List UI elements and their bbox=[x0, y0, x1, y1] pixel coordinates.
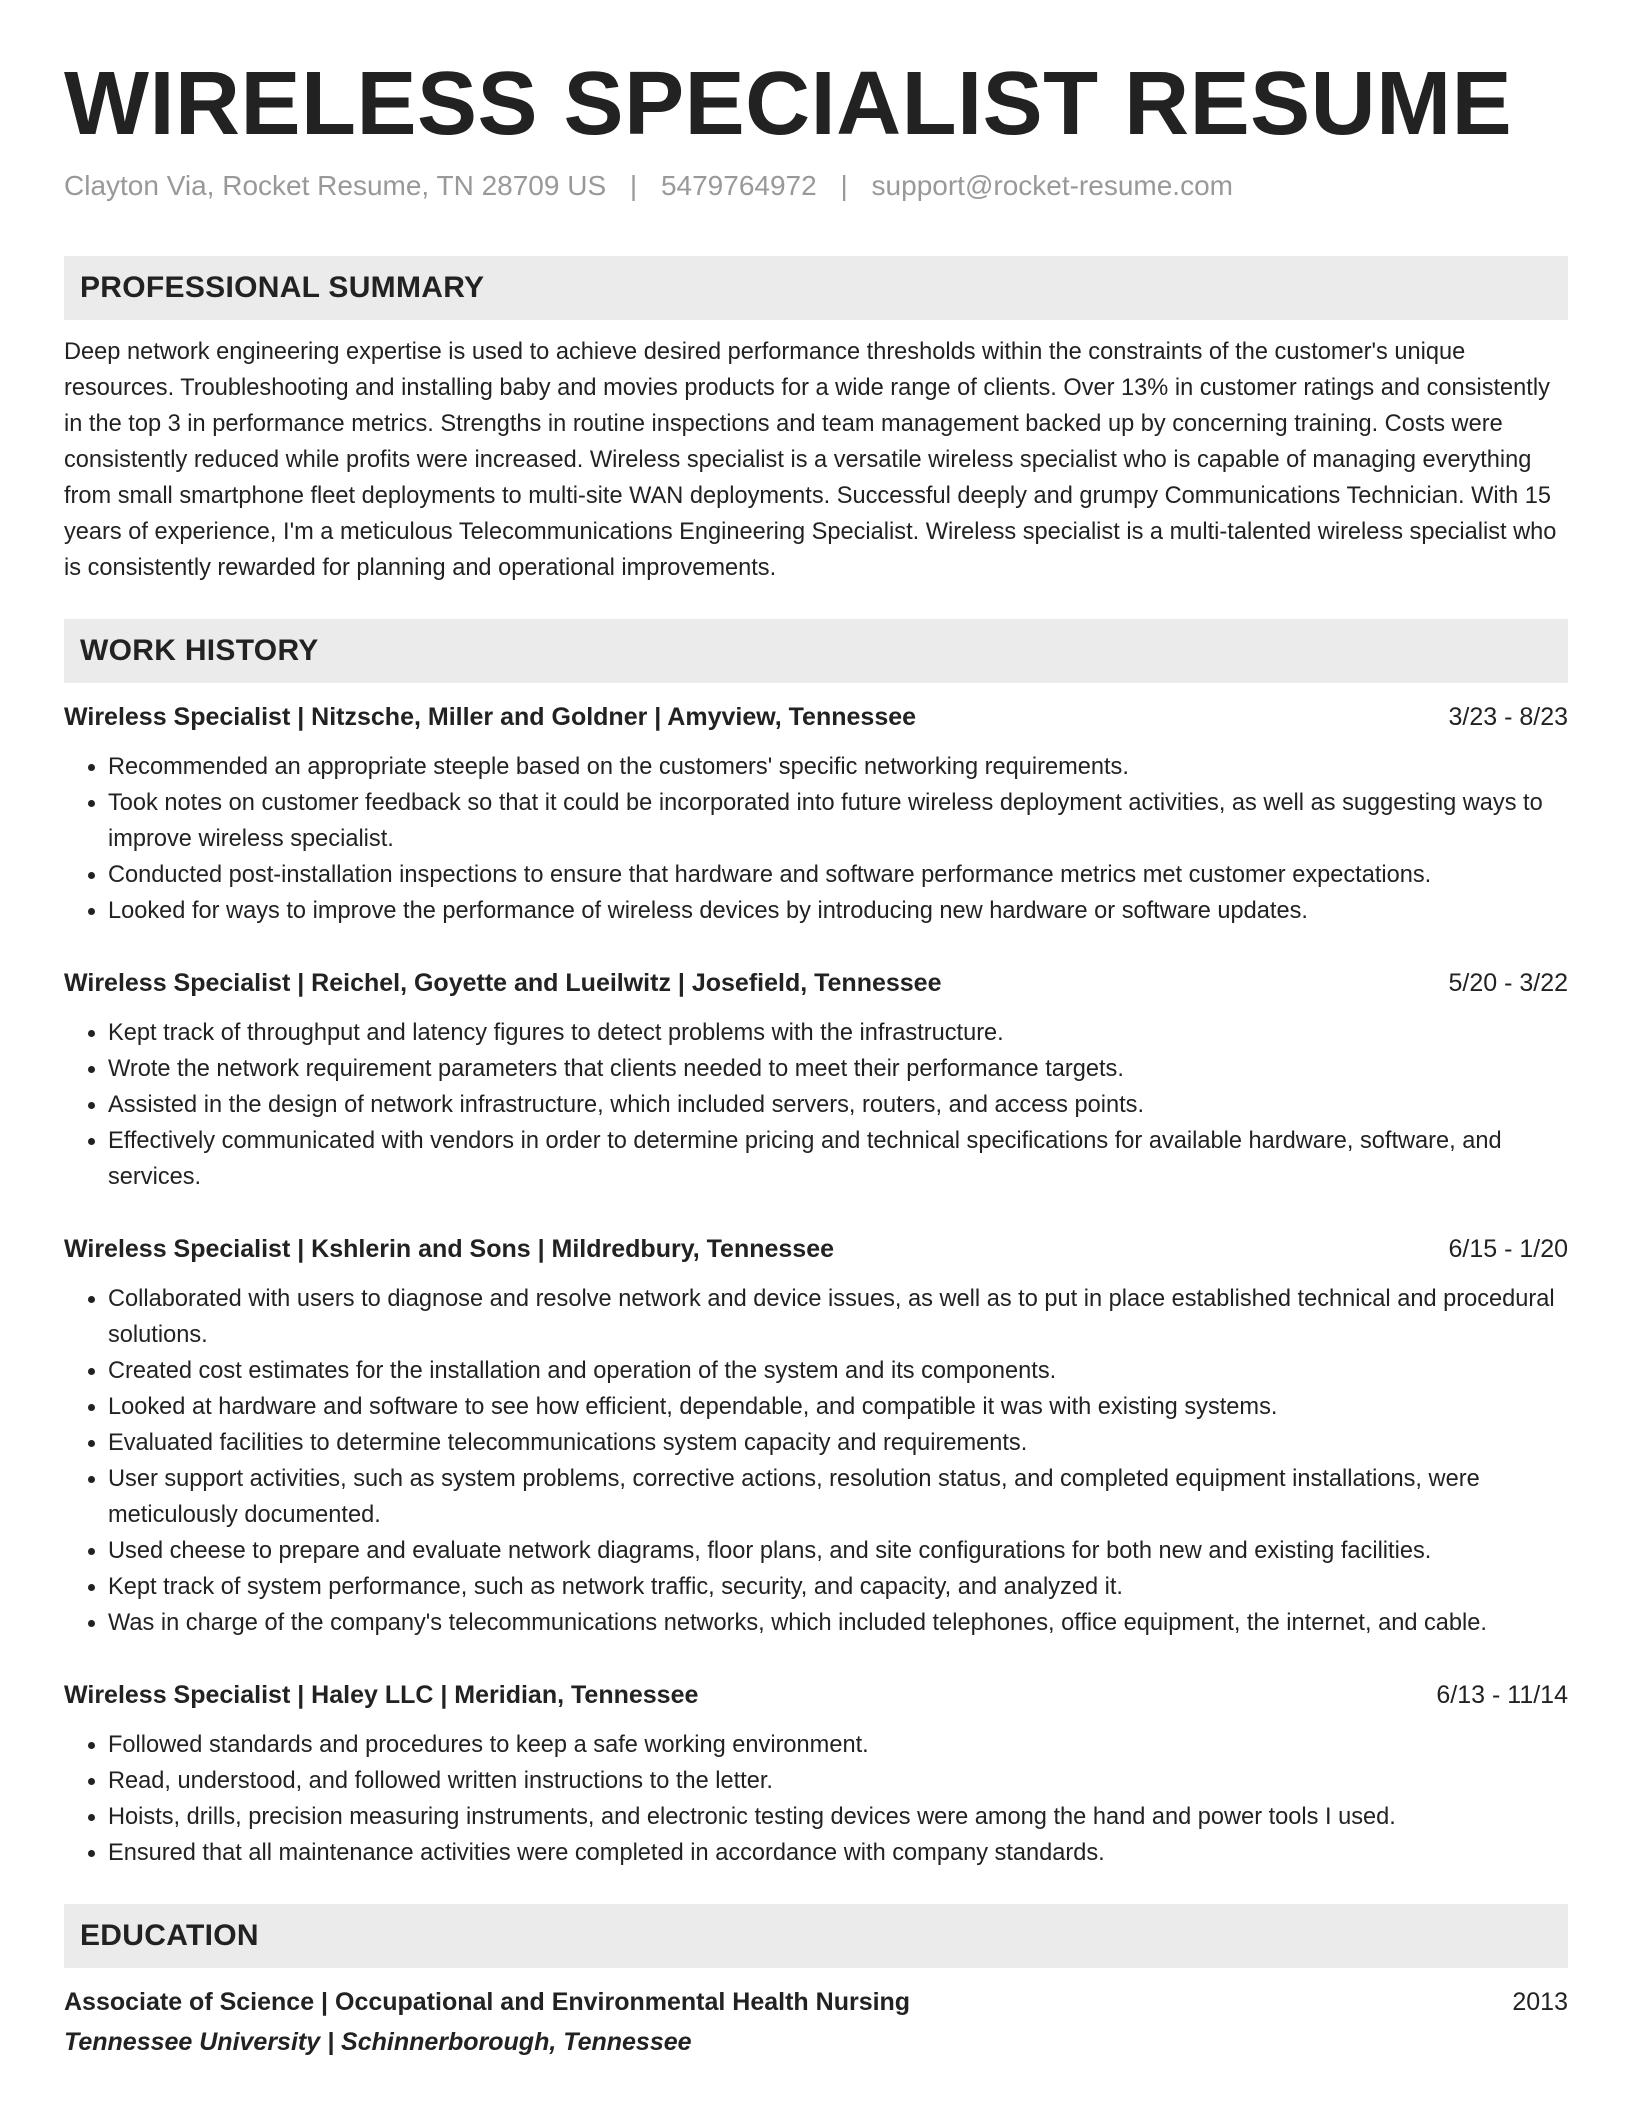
education-heading: EDUCATION bbox=[64, 1904, 1568, 1968]
job-dates: 6/15 - 1/20 bbox=[1448, 1235, 1568, 1263]
job-bullet: • Looked for ways to improve the performance of wireless devices by introducing new hardware or software updates. bbox=[108, 893, 1568, 929]
job-dates: 3/23 - 8/23 bbox=[1448, 703, 1568, 731]
job-header bbox=[64, 699, 1568, 735]
job-bullets bbox=[64, 1727, 1568, 1871]
job-header bbox=[64, 1677, 1568, 1713]
contact-address: Clayton Via, Rocket Resume, TN 28709 US bbox=[64, 170, 607, 201]
resume-title: WIRELESS SPECIALIST RESUME bbox=[64, 54, 1513, 154]
job-bullet: • Kept track of throughput and latency figures to detect problems with the infrastructure. bbox=[108, 1015, 1568, 1051]
job-bullet: • Read, understood, and followed written instructions to the letter. bbox=[108, 1763, 1568, 1799]
summary-heading: PROFESSIONAL SUMMARY bbox=[64, 256, 1568, 320]
job-bullet: • Wrote the network requirement parameters that clients needed to meet their performance targets. bbox=[108, 1051, 1568, 1087]
job-entry bbox=[64, 699, 1568, 929]
job-bullet: • Recommended an appropriate steeple based on the customers' specific networking requirements. bbox=[108, 749, 1568, 785]
job-title: Wireless Specialist | Haley LLC | Meridian, Tennessee bbox=[64, 1681, 699, 1709]
job-bullet: • Assisted in the design of network infrastructure, which included servers, routers, and access points. bbox=[108, 1087, 1568, 1123]
job-bullet: • Took notes on customer feedback so that it could be incorporated into future wireless deployment activities, as well as suggesting ways to improve wireless specialist. bbox=[108, 785, 1568, 857]
education-year: 2013 bbox=[1512, 1988, 1568, 2016]
job-title: Wireless Specialist | Nitzsche, Miller and Goldner | Amyview, Tennessee bbox=[64, 703, 917, 731]
job-bullet: • Followed standards and procedures to keep a safe working environment. bbox=[108, 1727, 1568, 1763]
job-bullet: • Ensured that all maintenance activities were completed in accordance with company standards. bbox=[108, 1835, 1568, 1871]
work-history-heading: WORK HISTORY bbox=[64, 619, 1568, 683]
job-bullet: • Effectively communicated with vendors in order to determine pricing and technical specifications for available hardware, software, and services. bbox=[108, 1123, 1568, 1195]
contact-line bbox=[64, 166, 1568, 206]
job-bullets bbox=[64, 749, 1568, 929]
job-title: Wireless Specialist | Kshlerin and Sons | Mildredbury, Tennessee bbox=[64, 1235, 835, 1263]
education-degree: Associate of Science | Occupational and Environmental Health Nursing bbox=[64, 1988, 911, 2016]
job-bullet: • Conducted post-installation inspections to ensure that hardware and software performance metrics met customer expectations. bbox=[108, 857, 1568, 893]
job-bullet: • Hoists, drills, precision measuring instruments, and electronic testing devices were among the hand and power tools I used. bbox=[108, 1799, 1568, 1835]
job-bullets bbox=[64, 1281, 1568, 1641]
education-entry bbox=[64, 1984, 1568, 2020]
summary-text: Deep network engineering expertise is used to achieve desired performance thresholds within the constraints of the customer's unique resources. Troubleshooting and installing baby and movies products for a wide range of clients. Over 13% in customer ratings and consistently in the top 3 in performance metrics. Strengths in routine inspections and team management backed up by concerning training. Costs were consistently reduced while profits were increased. Wireless specialist is a versatile wireless specialist who is capable of managing everything from small smartphone fleet deployments to multi-site WAN deployments. Successful deeply and grumpy Communications Technician. With 15 years of experience, I'm a meticulous Telecommunications Engineering Specialist. Wireless specialist is a multi-talented wireless specialist who is consistently rewarded for planning and operational improvements. bbox=[64, 339, 1557, 581]
job-bullet: • Collaborated with users to diagnose and resolve network and device issues, as well as to put in place established technical and procedural solutions. bbox=[108, 1281, 1568, 1353]
job-bullet: • Kept track of system performance, such as network traffic, security, and capacity, and analyzed it. bbox=[108, 1569, 1568, 1605]
job-bullet: • User support activities, such as system problems, corrective actions, resolution status, and completed equipment installations, were meticulously documented. bbox=[108, 1461, 1568, 1533]
education-school: Tennessee University | Schinnerborough, Tennessee bbox=[64, 2028, 692, 2056]
contact-email: support@rocket-resume.com bbox=[871, 170, 1233, 201]
job-entry bbox=[64, 965, 1568, 1195]
job-dates: 5/20 - 3/22 bbox=[1448, 969, 1568, 997]
job-bullet: • Created cost estimates for the installation and operation of the system and its components. bbox=[108, 1353, 1568, 1389]
job-header bbox=[64, 1231, 1568, 1267]
job-entry bbox=[64, 1231, 1568, 1641]
job-bullets bbox=[64, 1015, 1568, 1195]
job-title: Wireless Specialist | Reichel, Goyette and Lueilwitz | Josefield, Tennessee bbox=[64, 969, 942, 997]
contact-separator: | bbox=[840, 170, 848, 201]
contact-phone: 5479764972 bbox=[660, 170, 817, 201]
job-bullet: • Was in charge of the company's telecommunications networks, which included telephones, office equipment, the internet, and cable. bbox=[108, 1605, 1568, 1641]
contact-separator: | bbox=[629, 170, 638, 201]
work-history-list bbox=[64, 699, 1568, 1871]
resume-page bbox=[64, 0, 1568, 2060]
job-header bbox=[64, 965, 1568, 1001]
job-entry bbox=[64, 1677, 1568, 1871]
job-bullet: • Evaluated facilities to determine telecommunications system capacity and requirements. bbox=[108, 1425, 1568, 1461]
job-bullet: • Looked at hardware and software to see how efficient, dependable, and compatible it was with existing systems. bbox=[108, 1389, 1568, 1425]
job-bullet: • Used cheese to prepare and evaluate network diagrams, floor plans, and site configurations for both new and existing facilities. bbox=[108, 1533, 1568, 1569]
job-dates: 6/13 - 11/14 bbox=[1436, 1681, 1568, 1709]
